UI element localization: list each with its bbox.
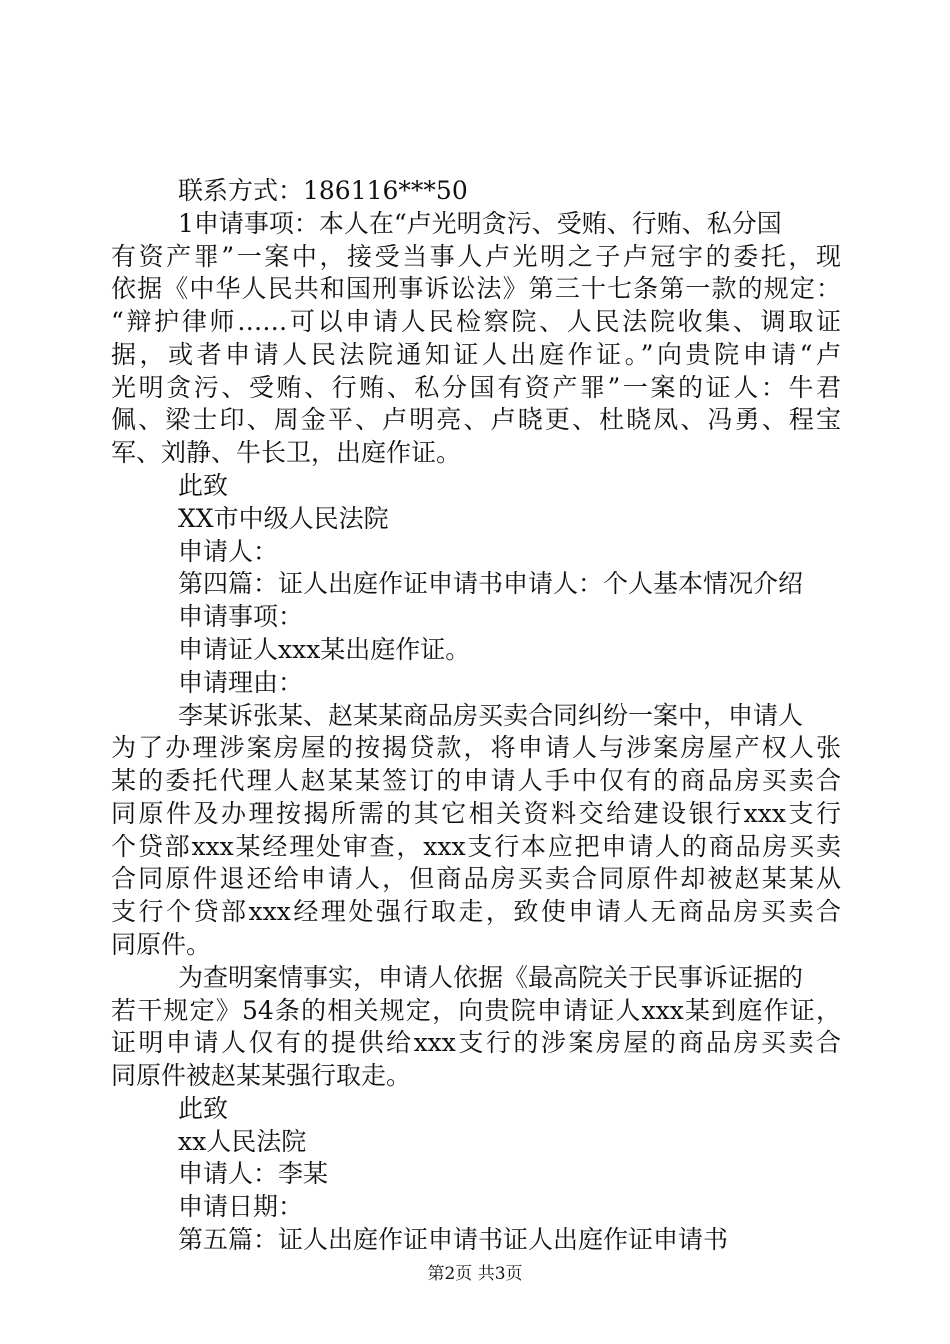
text-line: 为查明案情事实，申请人依据《最高院关于民事诉证据的 — [178, 963, 804, 992]
date-line: 申请日期： — [178, 1192, 304, 1221]
court-name: xx人民法院 — [178, 1127, 307, 1156]
text-line: 同原件被赵某某强行取走。 — [111, 1061, 412, 1090]
text-line: 同原件。 — [111, 930, 212, 959]
text-line: 为了办理涉案房屋的按揭贷款，将申请人与涉案房屋产权人张 — [111, 733, 841, 762]
text-line: 某的委托代理人赵某某签订的申请人手中仅有的商品房买卖合 — [111, 766, 841, 795]
salutation: 此致 — [178, 471, 229, 500]
reason-heading: 申请理由： — [178, 668, 304, 697]
text-line: 李某诉张某、赵某某商品房买卖合同纠纷一案中，申请人 — [178, 701, 804, 730]
court-name: XX市中级人民法院 — [178, 504, 389, 533]
text-line: “辩护律师……可以申请人民检察院、人民法院收集、调取证 — [111, 307, 841, 336]
text-line: 有资产罪”一案中，接受当事人卢光明之子卢冠宇的委托，现 — [111, 242, 841, 271]
section-heading: 第五篇：证人出庭作证申请书证人出庭作证申请书 — [178, 1225, 729, 1254]
applicant-line: 申请人： — [178, 537, 279, 566]
text-line: 依据《中华人民共和国刑事诉讼法》第三十七条第一款的规定： — [111, 274, 841, 303]
text-line: 军、刘静、牛长卫，出庭作证。 — [111, 438, 462, 467]
contact-line: 联系方式：186116***50 — [178, 176, 468, 205]
request-item: 申请证人xxx某出庭作证。 — [178, 635, 471, 664]
text-line: 据，或者申请人民法院通知证人出庭作证。”向贵院申请“卢 — [111, 340, 841, 369]
page-number: 第2页 共3页 — [427, 1264, 523, 1284]
text-line: 同原件及办理按揭所需的其它相关资料交给建设银行xxx支行 — [111, 799, 841, 828]
salutation: 此致 — [178, 1094, 229, 1123]
text-line: 若干规定》54条的相关规定，向贵院申请证人xxx某到庭作证， — [111, 996, 841, 1025]
text-line: 证明申请人仅有的提供给xxx支行的涉案房屋的商品房买卖合 — [111, 1028, 841, 1057]
text-line: 光明贪污、受贿、行贿、私分国有资产罪”一案的证人：牛君 — [111, 373, 841, 402]
text-line: 1申请事项：本人在“卢光明贪污、受贿、行贿、私分国 — [178, 209, 782, 238]
text-line: 合同原件退还给申请人，但商品房买卖合同原件却被赵某某从 — [111, 864, 841, 893]
request-heading: 申请事项： — [178, 602, 304, 631]
section-heading: 第四篇：证人出庭作证申请书申请人：个人基本情况介绍 — [178, 569, 804, 598]
text-line: 佩、梁士印、周金平、卢明亮、卢晓更、杜晓凤、冯勇、程宝 — [111, 405, 841, 434]
applicant-line: 申请人：李某 — [178, 1159, 329, 1188]
text-line: 支行个贷部xxx经理处强行取走，致使申请人无商品房买卖合 — [111, 897, 841, 926]
text-line: 个贷部xxx某经理处审查，xxx支行本应把申请人的商品房买卖 — [111, 832, 841, 861]
